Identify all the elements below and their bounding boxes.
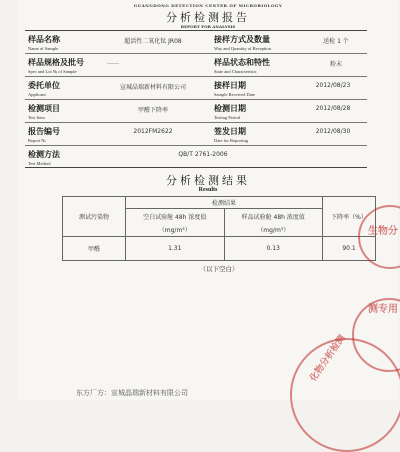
row-rule — [25, 99, 367, 100]
row-rule — [25, 145, 367, 146]
sample-name-value: 超活性二氧化钛 JR08 — [124, 38, 182, 45]
row-sample-value: 0.13 — [224, 237, 323, 261]
row-rate-value: 90.1 — [323, 237, 376, 261]
receipt-en: Way and Quantity of Reception — [214, 46, 271, 51]
report-date-value: 2012/08/30 — [315, 128, 351, 135]
results-subtitle: Results — [198, 187, 218, 193]
item-value: 甲醛下降率 — [137, 107, 168, 114]
seal-text-right-top: 生物分 — [368, 226, 398, 237]
method-label: 检测方法 — [28, 150, 60, 159]
seal-stamp-bottom — [290, 338, 400, 452]
test-date-en: Testing Period — [214, 115, 241, 120]
seal-text-right-mid: 测专用 — [368, 304, 398, 315]
col-pollutant-header: 测试污染物 — [63, 197, 126, 237]
spec-en: Spec and Lot № of Sample — [28, 69, 77, 74]
col-sample-label: 样品试验舱 48h 浓度值 — [241, 213, 305, 221]
sample-name-label: 样品名称 — [28, 35, 60, 44]
applicant-label: 委托单位 — [28, 81, 60, 90]
header-rule — [25, 30, 367, 31]
col-rate-header: 下降率（%） — [323, 197, 376, 237]
state-label: 样品状态和特性 — [214, 58, 270, 67]
report-no-label: 报告编号 — [28, 127, 60, 136]
col-group-header: 检测结果 — [126, 197, 323, 209]
table-row — [63, 237, 376, 261]
applicant-en: Applicant — [28, 92, 46, 97]
report-no-value: 2012FM2622 — [133, 128, 173, 135]
applicant-value: 宣城晶瑞新材料有限公司 — [119, 84, 186, 91]
seal-text-bottom: 化物分析检测 — [308, 333, 348, 384]
row-pollutant: 甲醛 — [63, 237, 126, 261]
results-table — [62, 196, 376, 261]
method-value: QB/T 2761-2006 — [178, 151, 228, 158]
spec-label: 样品规格及批号 — [28, 58, 84, 67]
org-name-en: GUANGDONG DETECTION CENTER OF MICROBIOLOGY — [133, 3, 283, 8]
row-rule — [25, 76, 367, 77]
report-date-en: Date for Reporting — [214, 138, 248, 143]
receipt-label: 接样方式及数量 — [214, 35, 270, 44]
col-blank-header — [126, 209, 225, 237]
results-title: 分析检测结果 — [166, 174, 250, 187]
test-date-value: 2012/08/28 — [315, 105, 351, 112]
item-en: Test Item — [28, 115, 45, 120]
col-blank-unit: （mg/m³） — [158, 226, 191, 234]
method-en: Test Method — [28, 161, 51, 166]
report-no-en: Report № — [28, 138, 46, 143]
received-date-label: 接样日期 — [214, 81, 246, 90]
row-rule — [25, 53, 367, 54]
col-sample-header — [224, 209, 323, 237]
report-subtitle-en: REPORT FOR ANALYSIS — [180, 24, 236, 29]
test-date-label: 检测日期 — [214, 104, 246, 113]
received-date-value: 2012/08/23 — [315, 82, 351, 89]
col-blank-label: 空白试验舱 48h 浓度值 — [143, 213, 207, 221]
sample-name-en: Name of Sample — [28, 46, 59, 51]
received-date-en: Sample Received Date — [214, 92, 255, 97]
fields-bottom-rule — [25, 167, 367, 168]
footer-text: 东方厂方：宣城晶瑞新材料有限公司 — [76, 389, 188, 397]
row-rule — [25, 122, 367, 123]
report-title: 分析检测报告 — [166, 11, 250, 24]
col-sample-unit: （mg/m³） — [257, 226, 290, 234]
receipt-value: 送检 1 个 — [323, 38, 349, 45]
item-label: 检测项目 — [28, 104, 60, 113]
state-en: State and Characteristic — [214, 69, 257, 74]
report-date-label: 签发日期 — [214, 127, 246, 136]
state-value: 粉末 — [329, 61, 342, 68]
row-blank-value: 1.31 — [126, 237, 225, 261]
blank-note: （以下空白） — [199, 265, 239, 273]
spec-value: …… — [107, 59, 119, 66]
